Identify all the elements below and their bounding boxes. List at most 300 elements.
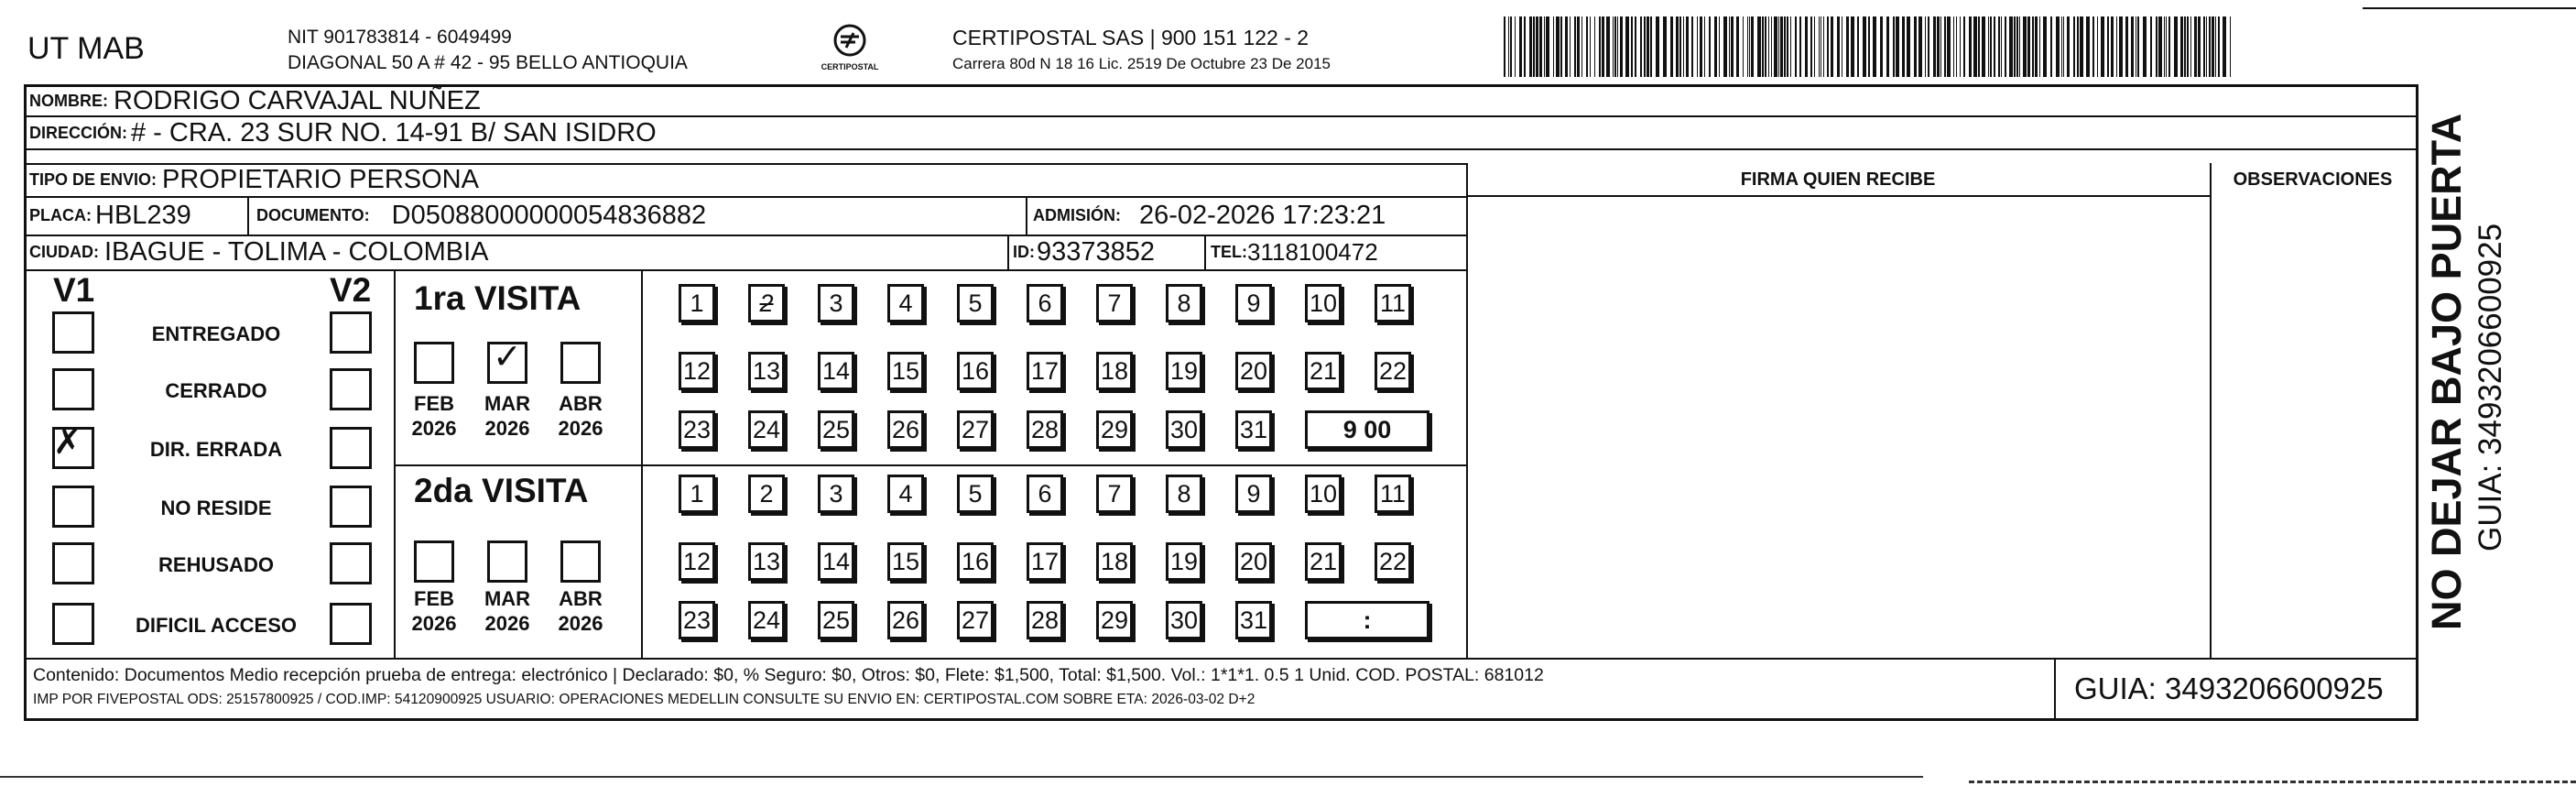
barcode-bar <box>1990 16 1992 77</box>
day-box[interactable]: 8 <box>1166 475 1202 513</box>
status-v2-checkbox[interactable] <box>330 368 372 410</box>
barcode-bar <box>1553 16 1554 77</box>
status-label: NO RESIDE <box>160 497 272 519</box>
id-label: ID: <box>1013 242 1035 261</box>
barcode-bar <box>1893 16 1895 77</box>
tel-label: TEL: <box>1211 242 1247 261</box>
barcode-bar <box>1810 16 1812 77</box>
barcode-bar <box>1857 16 1859 77</box>
barcode-bar <box>1969 16 1972 77</box>
barcode-bar <box>1765 16 1766 77</box>
day-box[interactable]: 2 <box>748 284 785 322</box>
status-v1-checkbox[interactable] <box>52 486 94 528</box>
day-box[interactable]: 24 <box>748 601 785 639</box>
day-box[interactable]: 18 <box>1096 542 1133 581</box>
side-guia: GUIA: 3493206600925 <box>2473 223 2508 551</box>
barcode-bar <box>1947 16 1951 77</box>
barcode-bar <box>2014 16 2016 77</box>
barcode-bar <box>1544 16 1545 77</box>
barcode-bar <box>1650 16 1652 77</box>
barcode-bar <box>1640 16 1642 77</box>
time-box[interactable]: 9 00 <box>1305 410 1429 449</box>
day-box[interactable]: 15 <box>887 352 924 390</box>
company-name: UT MAB <box>27 31 145 66</box>
barcode-bar <box>1973 16 1977 77</box>
barcode-bar <box>1519 16 1522 77</box>
barcode-bar <box>1982 16 1985 77</box>
status-v1-checkbox[interactable] <box>52 603 94 645</box>
day-box[interactable]: 17 <box>1027 352 1063 390</box>
day-box[interactable]: 10 <box>1305 475 1342 513</box>
day-box[interactable]: 2 <box>748 475 785 513</box>
barcode-bar <box>1886 16 1889 77</box>
barcode-bar <box>2073 16 2075 77</box>
barcode-bar <box>2039 16 2040 77</box>
barcode-bar <box>1539 16 1542 77</box>
barcode-bar <box>1774 16 1777 77</box>
direccion-value: # - CRA. 23 SUR NO. 14-91 B/ SAN ISIDRO <box>131 117 657 147</box>
day-box[interactable]: 20 <box>1235 352 1272 390</box>
barcode-bar <box>1599 16 1601 77</box>
barcode-bar <box>2080 16 2083 77</box>
day-box[interactable]: 25 <box>818 410 854 449</box>
barcode-bar <box>2050 16 2052 77</box>
barcode-bar <box>1819 16 1820 77</box>
day-box[interactable]: 23 <box>679 601 715 639</box>
barcode-bar <box>1723 16 1727 77</box>
barcode-bar <box>1620 16 1623 77</box>
month-checkbox[interactable] <box>414 342 454 384</box>
barcode-bar <box>2043 16 2047 77</box>
barcode-bar <box>1944 16 1946 77</box>
carrier-name: CERTIPOSTAL SAS | 900 151 122 - 2 <box>952 26 1310 49</box>
barcode-bar <box>1606 16 1610 77</box>
barcode-bar <box>2056 16 2060 77</box>
barcode-bar <box>1873 16 1876 77</box>
id-value: 93373852 <box>1037 236 1156 267</box>
day-box[interactable]: 7 <box>1096 284 1133 322</box>
barcode-bar <box>1937 16 1940 77</box>
footer-guia: GUIA: 3493206600925 <box>2074 671 2384 705</box>
barcode-bar <box>1524 16 1526 77</box>
day-box[interactable]: 17 <box>1027 542 1063 581</box>
tel-cell <box>1211 235 1378 269</box>
placa-value: HBL239 <box>95 200 191 230</box>
logo-text: CERTIPOSTAL <box>821 62 879 71</box>
barcode-bar <box>1508 16 1509 77</box>
barcode-bar <box>1799 16 1801 77</box>
barcode-bar <box>1907 16 1910 77</box>
barcode-bar <box>1960 16 1961 77</box>
footer-content: Contenido: Documentos Medio recepción prueba de entrega: electrónico | Declarado: $0, % Seguro: $0, Otros: $0, Flete: $1,500, Total: $1,500. Vol.: 1*1*1. 0.5 1 Unid. COD. POSTAL: 681012 <box>33 665 1544 685</box>
day-box[interactable]: 31 <box>1235 410 1272 449</box>
day-box[interactable]: 9 <box>1235 284 1272 322</box>
day-box[interactable]: 4 <box>887 284 924 322</box>
firma-label: FIRMA QUIEN RECIBE <box>1740 169 1936 190</box>
barcode-bar <box>1863 16 1866 77</box>
documento-label: DOCUMENTO: <box>256 205 370 224</box>
barcode-bar <box>1994 16 1995 77</box>
barcode-bar <box>1851 16 1854 77</box>
status-label: ENTREGADO <box>151 322 281 345</box>
barcode-bar <box>2209 16 2211 77</box>
observaciones-header <box>2210 163 2416 196</box>
day-box[interactable]: 23 <box>679 410 715 449</box>
barcode-bar <box>1581 16 1582 77</box>
barcode-bar <box>1574 16 1576 77</box>
documento-value: D05088000000054836882 <box>391 200 707 230</box>
barcode-bar <box>1757 16 1761 77</box>
month-label: FEB 2026 <box>411 587 457 635</box>
barcode-bar <box>2005 16 2006 77</box>
barcode-bar <box>2203 16 2205 77</box>
barcode-bar <box>1546 16 1549 77</box>
barcode-bar <box>2184 16 2186 77</box>
tipo-envio-value: PROPIETARIO PERSONA <box>162 164 479 194</box>
barcode-bar <box>1565 16 1568 77</box>
barcode-bar <box>1953 16 1954 77</box>
firma-header <box>1466 163 2210 196</box>
day-box[interactable]: 14 <box>818 352 854 390</box>
barcode-bar <box>1700 16 1702 77</box>
nombre-row <box>29 86 481 115</box>
company-nit: NIT 901783814 - 6049499 <box>288 27 512 48</box>
barcode-bar <box>1827 16 1829 77</box>
barcode-bar <box>1719 16 1720 77</box>
day-box[interactable]: 30 <box>1166 601 1202 639</box>
barcode-bar <box>1683 16 1684 77</box>
day-box[interactable]: 26 <box>887 601 924 639</box>
barcode-bar <box>1570 16 1571 77</box>
status-v2-checkbox[interactable] <box>330 486 372 528</box>
barcode-bar <box>1787 16 1788 77</box>
status-v2-checkbox[interactable] <box>330 427 372 469</box>
barcode-bar <box>2116 16 2117 77</box>
barcode-bar <box>1736 16 1739 77</box>
barcode-bar <box>1577 16 1580 77</box>
day-box[interactable]: 29 <box>1096 410 1133 449</box>
side-warning: NO DEJAR BAJO PUERTA <box>2423 113 2470 630</box>
barcode-bar <box>1529 16 1532 77</box>
company-address: DIAGONAL 50 A # 42 - 95 BELLO ANTIOQUIA <box>288 52 688 73</box>
status-v2-checkbox[interactable] <box>330 603 372 645</box>
barcode <box>1502 16 2234 77</box>
barcode-bar <box>1795 16 1797 77</box>
barcode-bar <box>1846 16 1849 77</box>
barcode-bar <box>2063 16 2064 77</box>
barcode-bar <box>1778 16 1779 77</box>
barcode-bar <box>2092 16 2094 77</box>
barcode-bar <box>2016 16 2018 77</box>
status-v1-checkbox[interactable] <box>52 311 94 354</box>
day-box[interactable]: 18 <box>1096 352 1133 390</box>
barcode-bar <box>1617 16 1618 77</box>
barcode-bar <box>1963 16 1965 77</box>
barcode-bar <box>2223 16 2226 77</box>
barcode-bar <box>2180 16 2183 77</box>
barcode-bar <box>2023 16 2027 77</box>
barcode-bar <box>1868 16 1870 77</box>
day-box[interactable]: 25 <box>818 601 854 639</box>
barcode-bar <box>2032 16 2034 77</box>
barcode-bar <box>1631 16 1633 77</box>
barcode-bar <box>1747 16 1748 77</box>
day-box[interactable]: 31 <box>1235 601 1272 639</box>
documento-cell <box>256 196 706 235</box>
placa-label: PLACA: <box>29 205 92 224</box>
barcode-bar <box>2166 16 2167 77</box>
barcode-bar <box>1602 16 1604 77</box>
barcode-bar <box>2218 16 2220 77</box>
tel-value: 3118100472 <box>1247 237 1378 266</box>
barcode-bar <box>2101 16 2104 77</box>
month-label: ABR 2026 <box>558 587 603 635</box>
barcode-bar <box>2187 16 2189 77</box>
barcode-bar <box>1762 16 1764 77</box>
barcode-bar <box>2097 16 2098 77</box>
id-cell <box>1013 235 1155 269</box>
barcode-bar <box>1771 16 1772 77</box>
ciudad-value: IBAGUE - TOLIMA - COLOMBIA <box>104 236 489 267</box>
barcode-bar <box>2009 16 2013 77</box>
v2-label: V2 <box>330 271 372 309</box>
barcode-bar <box>1896 16 1899 77</box>
barcode-bar <box>1998 16 2000 77</box>
barcode-bar <box>2198 16 2201 77</box>
visit-1-title: 1ra VISITA <box>414 279 582 317</box>
day-box[interactable]: 6 <box>1027 475 1063 513</box>
barcode-bar <box>1956 16 1957 77</box>
barcode-bar <box>2111 16 2114 77</box>
month-label: FEB 2026 <box>411 392 457 440</box>
barcode-bar <box>1586 16 1588 77</box>
day-box[interactable]: 7 <box>1096 475 1133 513</box>
barcode-bar <box>1751 16 1754 77</box>
barcode-bar <box>2035 16 2038 77</box>
barcode-bar <box>1790 16 1791 77</box>
barcode-bar <box>1805 16 1808 77</box>
admision-value: 26-02-2026 17:23:21 <box>1139 200 1386 230</box>
month-label: MAR 2026 <box>484 587 531 635</box>
barcode-bar <box>1635 16 1636 77</box>
day-box[interactable]: 24 <box>748 410 785 449</box>
barcode-bar <box>2077 16 2079 77</box>
barcode-bar <box>1594 16 1595 77</box>
barcode-bar <box>2061 16 2062 77</box>
day-box[interactable]: 12 <box>679 352 715 390</box>
day-box[interactable]: 12 <box>679 542 715 581</box>
day-box[interactable]: 16 <box>957 352 994 390</box>
barcode-bar <box>1731 16 1734 77</box>
day-box[interactable]: 8 <box>1166 284 1202 322</box>
barcode-bar <box>1515 16 1516 77</box>
day-box[interactable]: 11 <box>1375 284 1411 322</box>
barcode-bar <box>1697 16 1698 77</box>
barcode-bar <box>1679 16 1681 77</box>
day-box[interactable]: 26 <box>887 410 924 449</box>
barcode-bar <box>1978 16 1980 77</box>
barcode-bar <box>2067 16 2070 77</box>
day-box[interactable]: 30 <box>1166 410 1202 449</box>
day-box[interactable]: 6 <box>1027 284 1063 322</box>
day-box[interactable]: 1 <box>679 284 715 322</box>
day-box[interactable]: 11 <box>1375 475 1411 513</box>
barcode-bar <box>1691 16 1693 77</box>
barcode-bar <box>2150 16 2152 77</box>
month-checkbox[interactable] <box>560 342 601 384</box>
barcode-bar <box>1536 16 1538 77</box>
nombre-value: RODRIGO CARVAJAL NUÑEZ <box>114 86 481 115</box>
barcode-bar <box>1918 16 1922 77</box>
barcode-bar <box>1940 16 1941 77</box>
barcode-bar <box>2019 16 2020 77</box>
barcode-bar <box>1686 16 1689 77</box>
check-mark-icon: ✓ <box>493 336 522 377</box>
barcode-bar <box>1504 16 1505 77</box>
placa-cell <box>29 196 191 235</box>
tipo-envio-row <box>29 163 479 196</box>
barcode-bar <box>1670 16 1673 77</box>
barcode-bar <box>2168 16 2170 77</box>
barcode-bar <box>1556 16 1560 77</box>
day-box[interactable]: 28 <box>1027 601 1063 639</box>
day-box[interactable]: 27 <box>957 601 994 639</box>
check-mark-icon: ✗ <box>53 421 82 462</box>
day-box[interactable]: 13 <box>748 352 785 390</box>
day-box[interactable]: 19 <box>1166 542 1202 581</box>
time-box[interactable]: : <box>1305 601 1429 639</box>
barcode-bar <box>1902 16 1905 77</box>
day-box[interactable]: 3 <box>818 284 854 322</box>
status-v2-checkbox[interactable] <box>330 542 372 584</box>
barcode-bar <box>2137 16 2139 77</box>
status-v1-checkbox[interactable] <box>52 542 94 584</box>
barcode-bar <box>1780 16 1783 77</box>
day-box[interactable]: 13 <box>748 542 785 581</box>
barcode-bar <box>2086 16 2090 77</box>
status-label: DIR. ERRADA <box>149 438 283 461</box>
barcode-bar <box>1837 16 1840 77</box>
barcode-bar <box>1749 16 1750 77</box>
barcode-bar <box>1988 16 1989 77</box>
barcode-bar <box>1925 16 1926 77</box>
direccion-label: DIRECCIÓN: <box>29 123 127 142</box>
status-label: REHUSADO <box>158 553 274 576</box>
barcode-bar <box>1647 16 1649 77</box>
month-checkbox[interactable] <box>560 540 601 583</box>
day-box[interactable]: 22 <box>1375 352 1411 390</box>
day-box[interactable]: 4 <box>887 475 924 513</box>
barcode-bar <box>1704 16 1705 77</box>
barcode-bar <box>2131 16 2134 77</box>
status-label: DIFICIL ACCESO <box>135 614 297 637</box>
barcode-bar <box>1676 16 1679 77</box>
day-box[interactable]: 14 <box>818 542 854 581</box>
certipostal-logo <box>813 22 886 77</box>
day-box[interactable]: 10 <box>1305 284 1342 322</box>
status-label: CERRADO <box>165 379 267 402</box>
barcode-bar <box>2107 16 2109 77</box>
day-box[interactable]: 5 <box>957 475 994 513</box>
barcode-bar <box>2143 16 2147 77</box>
barcode-bar <box>1784 16 1786 77</box>
tipo-envio-label: TIPO DE ENVIO: <box>29 169 158 189</box>
day-box[interactable]: 28 <box>1027 410 1063 449</box>
barcode-bar <box>1590 16 1591 77</box>
barcode-bar <box>1644 16 1646 77</box>
barcode-bar <box>1560 16 1562 77</box>
barcode-bar <box>1663 16 1667 77</box>
ciudad-cell <box>29 235 489 269</box>
nombre-label: NOMBRE: <box>29 91 108 110</box>
barcode-bar <box>1709 16 1711 77</box>
barcode-bar <box>2230 16 2231 77</box>
barcode-bar <box>2215 16 2216 77</box>
barcode-bar <box>2164 16 2165 77</box>
month-checkbox[interactable] <box>414 540 454 583</box>
barcode-bar <box>2125 16 2128 77</box>
day-box[interactable]: 20 <box>1235 542 1272 581</box>
barcode-bar <box>1814 16 1815 77</box>
barcode-bar <box>1729 16 1730 77</box>
barcode-bar <box>1614 16 1616 77</box>
ciudad-label: CIUDAD: <box>29 242 99 261</box>
day-box[interactable]: 15 <box>887 542 924 581</box>
v1-label: V1 <box>53 271 95 309</box>
day-box[interactable]: 9 <box>1235 475 1272 513</box>
day-box[interactable]: 1 <box>679 475 715 513</box>
barcode-bar <box>2206 16 2207 77</box>
status-v1-checkbox[interactable] <box>52 368 94 410</box>
day-box[interactable]: 22 <box>1375 542 1411 581</box>
day-box[interactable]: 16 <box>957 542 994 581</box>
barcode-bar <box>1831 16 1833 77</box>
day-box[interactable]: 21 <box>1305 542 1342 581</box>
barcode-bar <box>1933 16 1936 77</box>
barcode-bar <box>1768 16 1769 77</box>
barcode-bar <box>1613 16 1614 77</box>
day-box[interactable]: 27 <box>957 410 994 449</box>
status-v2-checkbox[interactable] <box>330 311 372 354</box>
day-box[interactable]: 21 <box>1305 352 1342 390</box>
barcode-bar <box>2212 16 2214 77</box>
barcode-bar <box>1625 16 1629 77</box>
month-checkbox[interactable] <box>487 540 527 583</box>
footer-imp: IMP POR FIVEPOSTAL ODS: 25157800925 / COD.IMP: 54120900925 USUARIO: OPERACIONES MEDELLIN CONSULTE SU ENVIO EN: CERTIPOSTAL.COM SOBRE ETA: 2026-03-02 D+2 <box>33 692 1255 707</box>
barcode-bar <box>1880 16 1883 77</box>
day-box[interactable]: 5 <box>957 284 994 322</box>
day-box[interactable]: 29 <box>1096 601 1133 639</box>
day-box[interactable]: 3 <box>818 475 854 513</box>
barcode-bar <box>2119 16 2123 77</box>
barcode-bar <box>2027 16 2030 77</box>
barcode-bar <box>2194 16 2197 77</box>
barcode-bar <box>2001 16 2002 77</box>
carrier-license: Carrera 80d N 18 16 Lic. 2519 De Octubre 23 De 2015 <box>952 55 1331 72</box>
month-label: MAR 2026 <box>484 392 531 440</box>
admision-cell <box>1033 196 1386 235</box>
admision-label: ADMISIÓN: <box>1033 205 1121 224</box>
barcode-bar <box>1656 16 1659 77</box>
day-box[interactable]: 19 <box>1166 352 1202 390</box>
month-label: ABR 2026 <box>558 392 603 440</box>
barcode-bar <box>1510 16 1512 77</box>
barcode-bar <box>2158 16 2162 77</box>
barcode-bar <box>1928 16 1929 77</box>
observaciones-label: OBSERVACIONES <box>2233 169 2393 190</box>
direccion-row <box>29 117 657 148</box>
barcode-bar <box>1743 16 1744 77</box>
